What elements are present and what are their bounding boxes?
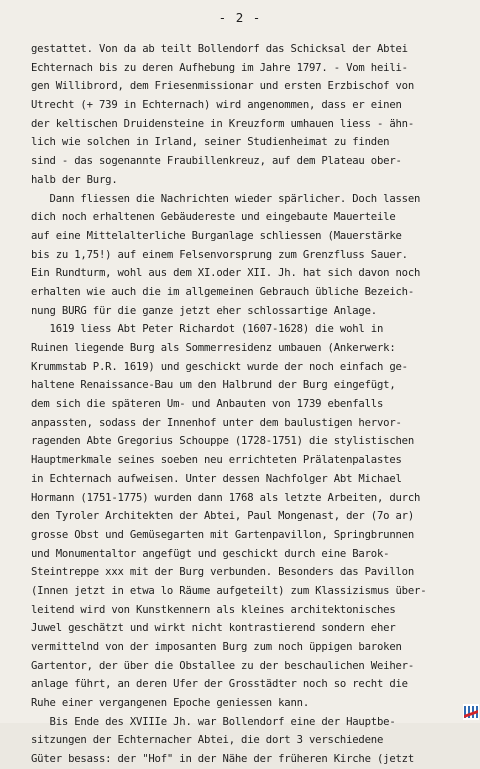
text-line: Hormann (1751-1775) wurden dann 1768 als letzte Arbeiten, durch bbox=[31, 491, 421, 504]
text-line: gestattet. Von da ab teilt Bollendorf das Schicksal der Abtei bbox=[31, 43, 408, 55]
text-line: und Monumentaltor angefügt und geschickt durch eine Barok- bbox=[31, 547, 390, 560]
text-line: bis zu 1,75!) auf einem Felsenvorsprung zum Grenzfluss Sauer. bbox=[31, 248, 408, 261]
text-line: haltene Renaissance-Bau um den Halbrund der Burg eingefügt, bbox=[31, 379, 396, 392]
text-line: Echternach bis zu deren Aufhebung im Jahre 1797. - Vom heili- bbox=[31, 61, 408, 74]
text-line: anpassten, sodass der Innenhof unter dem baulustigen hervor- bbox=[31, 416, 402, 429]
text-line: in Echternach aufweisen. Unter dessen Nachfolger Abt Michael bbox=[31, 472, 402, 485]
text-line: Gartentor, der über die Obstallee zu der beschaulichen Weiher- bbox=[31, 659, 415, 672]
text-line: Dann fliessen die Nachrichten wieder spärlicher. Doch lassen bbox=[31, 192, 421, 205]
text-line: Juwel geschätzt und wirkt nicht kontrastierend sondern eher bbox=[31, 622, 396, 635]
text-line: sitzungen der Echternacher Abtei, die dort 3 verschiedene bbox=[31, 734, 384, 747]
text-line: (Innen jetzt in etwa lo Räume aufgeteilt) zum Klassizismus über- bbox=[31, 584, 427, 597]
text-line: Ruhe einer vergangenen Epoche geniessen kann. bbox=[31, 697, 310, 710]
text-line: Hauptmerkmale seines soeben neu errichteten Prälatenpalastes bbox=[31, 454, 402, 467]
text-line: Steintreppe xxx mit der Burg verbunden. Besonders das Pavillon bbox=[31, 566, 415, 579]
text-line: der keltischen Druidensteine in Kreuzform umhauen liess - ähn- bbox=[31, 117, 415, 130]
text-line: halb der Burg. bbox=[31, 173, 118, 186]
text-line: den Tyroler Architekten der Abtei, Paul Mongenast, der (7o ar) bbox=[31, 510, 415, 523]
text-line: vermittelnd von der imposanten Burg zum noch üppigen baroken bbox=[31, 641, 402, 653]
library-logo-icon bbox=[463, 704, 479, 720]
text-line: anlage führt, an deren Ufer der Grosstädter noch so recht die bbox=[31, 678, 408, 691]
text-line: nung BURG für die ganze jetzt eher schlossartige Anlage. bbox=[31, 304, 377, 317]
text-line: gen Willibrord, dem Friesenmissionar und ersten Erzbischof von bbox=[31, 80, 415, 93]
text-line: leitend wird von Kunstkennern als kleines architektonisches bbox=[31, 603, 396, 616]
text-line: Güter besass: der "Hof" in der Nähe der früheren Kirche (jetzt bbox=[31, 753, 415, 766]
text-line: auf eine Mittelalterliche Burganlage schliessen (Mauerstärke bbox=[31, 229, 402, 242]
text-line: lich wie solchen in Irland, seiner Studienheimat zu finden bbox=[31, 136, 390, 149]
text-line: Ruinen liegende Burg als Sommerresidenz umbauen (Ankerwerk: bbox=[31, 342, 396, 354]
text-line: 1619 liess Abt Peter Richardot (1607-1628) die wohl in bbox=[31, 323, 384, 336]
typewritten-text-body bbox=[31, 40, 476, 769]
text-line: ragenden Abte Gregorius Schouppe (1728-1751) die stylistischen bbox=[31, 435, 415, 448]
text-line: dem sich die späteren Um- und Anbauten von 1739 ebenfalls bbox=[31, 398, 384, 411]
text-line: Utrecht (+ 739 in Echternach) wird angenommen, dass er einen bbox=[31, 99, 402, 112]
text-line: Bis Ende des XVIIIe Jh. war Bollendorf eine der Hauptbe- bbox=[31, 715, 396, 728]
text-line: Ein Rundturm, wohl aus dem XI.oder XII. Jh. hat sich davon noch bbox=[31, 267, 421, 280]
text-line: sind - das sogenannte Fraubillenkreuz, auf dem Plateau ober- bbox=[31, 155, 402, 168]
text-line: grosse Obst und Gemüsegarten mit Gartenpavillon, Springbrunnen bbox=[31, 528, 415, 541]
text-line: Krummstab P.R. 1619) und geschickt wurde der noch einfach ge- bbox=[31, 360, 408, 373]
page-number: - 2 - bbox=[218, 10, 262, 25]
text-line: dich noch erhaltenen Gebäudereste und eingebaute Mauerteile bbox=[31, 211, 396, 224]
text-line: erhalten wie auch die im allgemeinen Gebrauch übliche Bezeich- bbox=[31, 285, 415, 298]
